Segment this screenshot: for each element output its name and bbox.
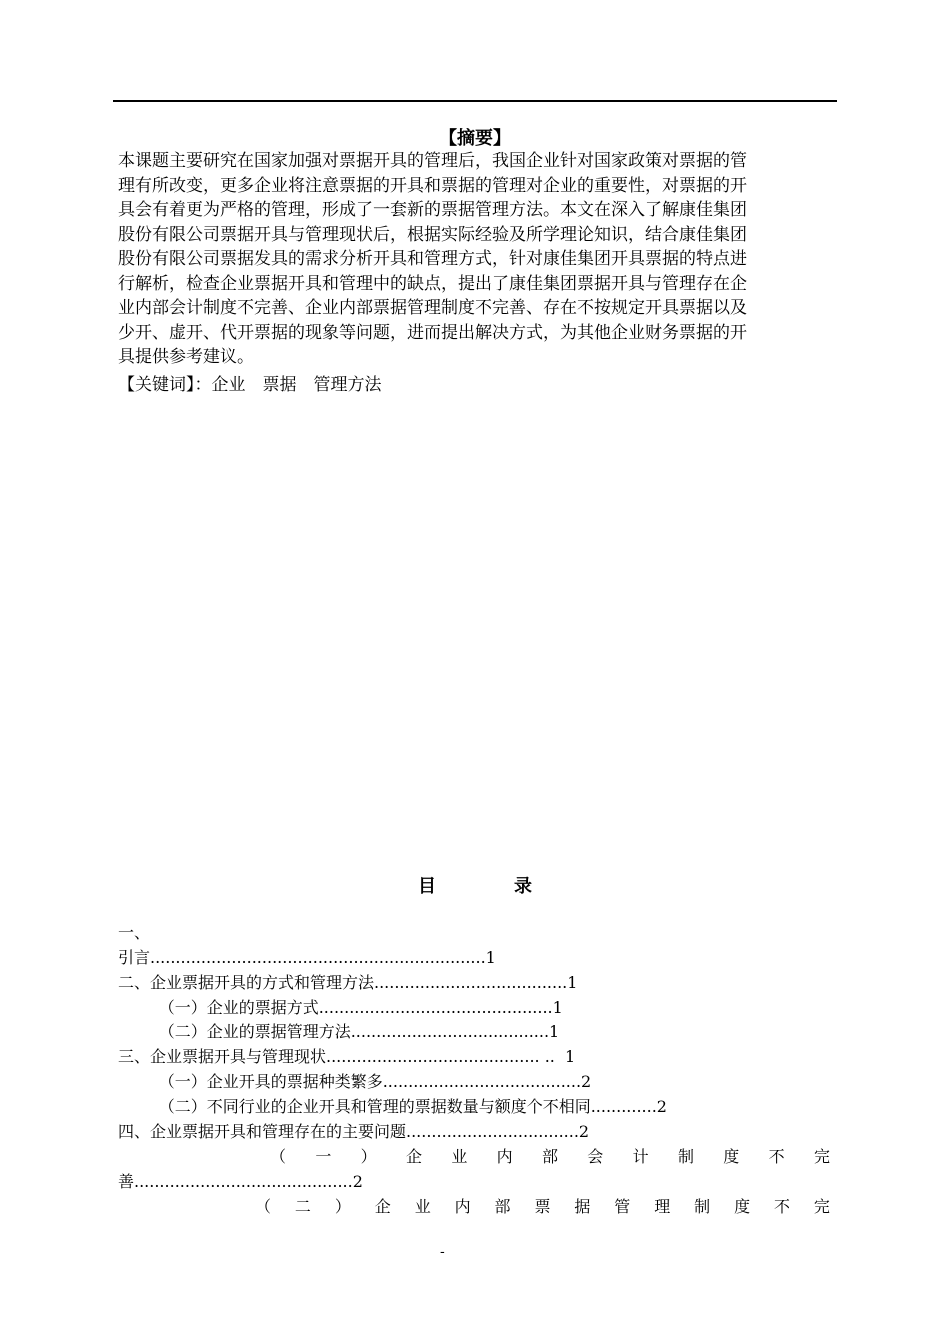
toc-entry-wide <box>270 1146 830 1168</box>
toc-char: 二 <box>294 1197 311 1216</box>
abstract-line: 业内部会计制度不完善、企业内部票据管理制度不完善、存在不按规定开具票据以及 <box>118 298 747 318</box>
toc-title-char: 目 <box>418 876 436 897</box>
toc-char: 业 <box>414 1197 431 1216</box>
toc-entry: （一）企业开具的票据种类繁多.......................................2 <box>118 1072 592 1091</box>
toc-char: ） <box>360 1147 377 1166</box>
toc-char: 不 <box>773 1197 790 1216</box>
toc-char: 会 <box>587 1147 604 1166</box>
toc-entry: （一）企业的票据方式..............................................1 <box>118 998 563 1017</box>
abstract-title: 【摘要】 <box>439 128 511 149</box>
toc-char: （ <box>255 1197 272 1216</box>
abstract-line: 具提供参考建议。 <box>118 347 254 367</box>
page-footer-mark: - <box>440 1244 445 1260</box>
toc-char: 票 <box>534 1197 551 1216</box>
toc-entry: 三、企业票据开具与管理现状.......................................... .. 1 <box>118 1047 576 1066</box>
toc-char: 制 <box>677 1147 694 1166</box>
toc-char: 制 <box>694 1197 711 1216</box>
toc-entry: 善...........................................2 <box>118 1172 363 1191</box>
toc-entry: （二）企业的票据管理方法.......................................1 <box>118 1022 560 1041</box>
abstract-body <box>118 149 832 370</box>
toc-char: 企 <box>374 1197 391 1216</box>
keywords-line: 【关键词】：企业 票据 管理方法 <box>118 375 382 395</box>
toc-char: 计 <box>632 1147 649 1166</box>
toc-char: （ <box>270 1147 287 1166</box>
toc-char: 内 <box>454 1197 471 1216</box>
abstract-line: 股份有限公司票据发具的需求分析开具和管理方式，针对康佳集团开具票据的特点进 <box>118 249 747 269</box>
toc-char: 理 <box>654 1197 671 1216</box>
toc-char: 管 <box>614 1197 631 1216</box>
toc-entry: （二）不同行业的企业开具和管理的票据数量与额度个不相同.............2 <box>118 1097 667 1116</box>
toc-char: 部 <box>541 1147 558 1166</box>
toc-entry-wide <box>255 1196 830 1218</box>
toc-char: 部 <box>494 1197 511 1216</box>
abstract-line: 本课题主要研究在国家加强对票据开具的管理后，我国企业针对国家政策对票据的管 <box>118 151 747 171</box>
abstract-line: 股份有限公司票据开具与管理现状后，根据实际经验及所学理论知识，结合康佳集团 <box>118 224 747 245</box>
abstract-line: 具会有着更为严格的管理，形成了一套新的票据管理方法。本文在深入了解康佳集团 <box>118 200 747 220</box>
toc-char: 业 <box>451 1147 468 1166</box>
abstract-line: 少开、虚开、代开票据的现象等问题，进而提出解决方式，为其他企业财务票据的开 <box>118 322 747 343</box>
toc-char: 完 <box>813 1197 830 1216</box>
toc-char: 内 <box>496 1147 513 1166</box>
toc-char: 完 <box>813 1147 830 1166</box>
toc-char: 企 <box>405 1147 422 1166</box>
toc-title-char: 录 <box>514 876 532 897</box>
toc-char: ） <box>334 1197 351 1216</box>
toc-char: 度 <box>734 1197 751 1216</box>
toc-char: 度 <box>723 1147 740 1166</box>
toc-char: 一 <box>315 1147 332 1166</box>
toc-char: 据 <box>574 1197 591 1216</box>
toc-title <box>0 872 950 898</box>
toc-entry: 四、企业票据开具和管理存在的主要问题..................................2 <box>118 1122 590 1141</box>
toc-entry: 引言..................................................................1 <box>118 948 496 967</box>
toc-entry: 二、企业票据开具的方式和管理方法......................................1 <box>118 973 578 992</box>
abstract-line: 行解析，检查企业票据开具和管理中的缺点，提出了康佳集团票据开具与管理存在企 <box>118 273 747 294</box>
toc-entry: 一、 <box>118 923 151 942</box>
toc-char: 不 <box>768 1147 785 1166</box>
abstract-line: 理有所改变，更多企业将注意票据的开具和票据的管理对企业的重要性，对票据的开 <box>118 175 747 196</box>
header-rule <box>113 100 837 102</box>
